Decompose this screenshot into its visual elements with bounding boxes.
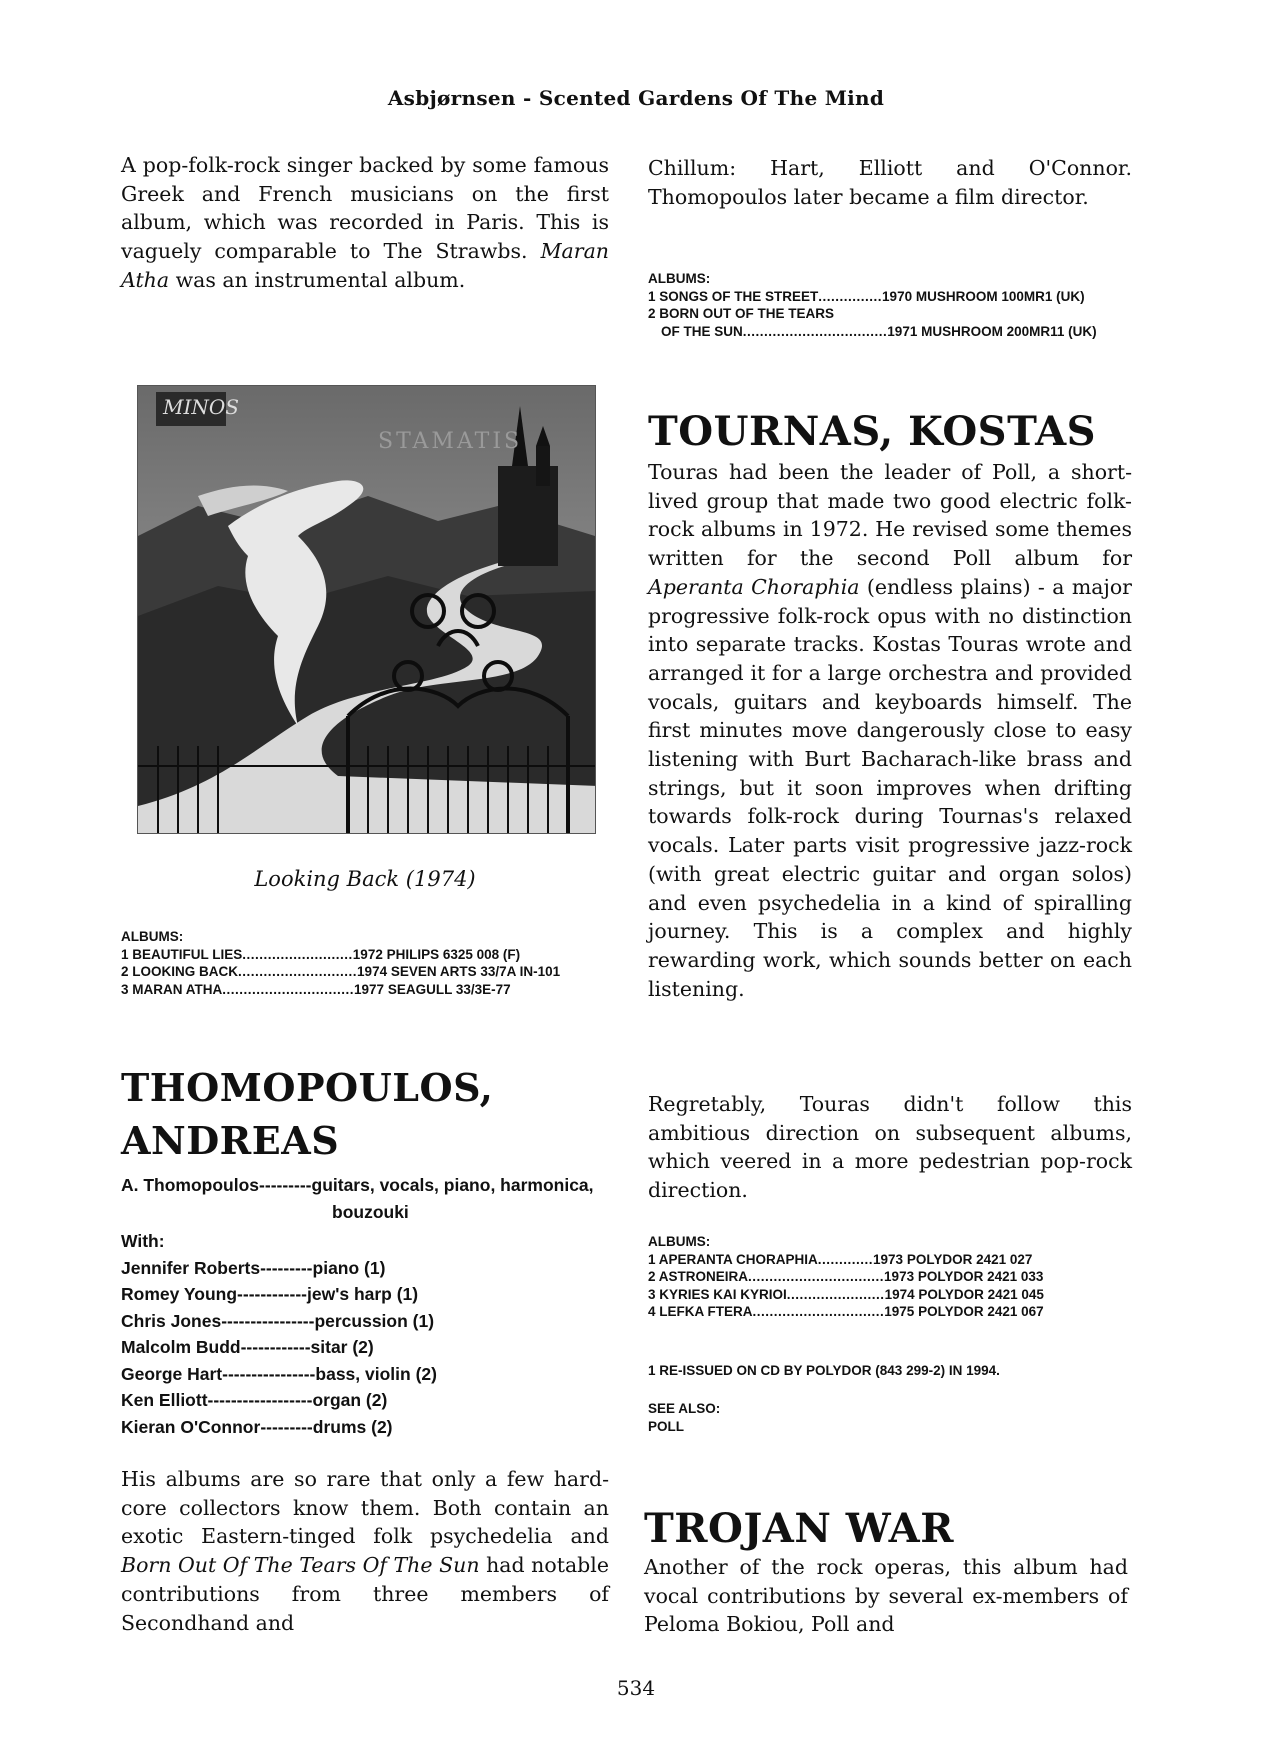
lineup-lead bbox=[121, 1172, 609, 1225]
album-row: OF THE SUN..................................1971 MUSHROOM 200MR11 (UK) bbox=[661, 323, 1097, 339]
album-row: 1 SONGS OF THE STREET...............1970 MUSHROOM 100MR1 (UK) bbox=[648, 288, 1085, 304]
see-also bbox=[648, 1400, 1132, 1436]
page-number: 534 bbox=[616, 1676, 656, 1700]
album-row: 2 BORN OUT OF THE TEARS bbox=[648, 306, 835, 321]
tournas-paragraph-2: Regretably, Touras didn't follow this ambitious direction on subsequent albums, which veered in a more pedestrian pop-rock direction. bbox=[648, 1092, 1132, 1203]
thomopoulos-paragraph: His albums are so rare that only a few hard-core collectors know them. Both contain an exotic Eastern-tinged folk psychedelia and Born Out Of The Tears Of The Sun had notable contributions from three members of Secondhand and bbox=[121, 1467, 609, 1635]
lineup-row-lead: A. Thomopoulos---------guitars, vocals, piano, harmonica, bbox=[121, 1175, 594, 1195]
section-heading-thomopoulos: THOMOPOULOS, bbox=[121, 1065, 494, 1110]
see-also-label: SEE ALSO: bbox=[648, 1401, 721, 1416]
intro-text-b: was an instrumental album. bbox=[169, 267, 466, 292]
see-also-value: POLL bbox=[648, 1419, 684, 1434]
album-cover-image bbox=[137, 385, 596, 834]
running-head: Asbjørnsen - Scented Gardens Of The Mind bbox=[387, 86, 885, 110]
intro-paragraph bbox=[121, 151, 609, 295]
albums-header: ALBUMS: bbox=[648, 271, 711, 286]
albums-list-thomopoulos bbox=[648, 270, 1132, 340]
lineup-row: Malcolm Budd------------sitar (2) bbox=[121, 1337, 374, 1357]
lineup-row: Chris Jones----------------percussion (1) bbox=[121, 1310, 435, 1331]
intro-album-title: Maran Atha bbox=[121, 239, 609, 292]
with-label: With: bbox=[121, 1231, 165, 1251]
lineup-row: George Hart----------------bass, violin (2) bbox=[121, 1363, 437, 1384]
cover-title-text: STAMATIS bbox=[378, 429, 523, 454]
album-row: 3 KYRIES KAI KYRIOI.......................1974 POLYDOR 2421 045 bbox=[648, 1286, 1044, 1302]
album-row: 3 MARAN ATHA...............................1977 SEAGULL 33/3E-77 bbox=[121, 981, 511, 997]
trojan-war-paragraph: Another of the rock operas, this album had vocal contributions by several ex-members of Peloma Bokiou, Poll and bbox=[644, 1555, 1128, 1637]
section-heading-tournas: TOURNAS, KOSTAS bbox=[648, 408, 1097, 455]
album-title-italic: Aperanta Choraphia bbox=[648, 574, 860, 599]
section-heading-andreas: ANDREAS bbox=[121, 1118, 340, 1163]
reissue-note: 1 RE-ISSUED ON CD BY POLYDOR (843 299-2) IN 1994. bbox=[648, 1363, 1000, 1378]
intro-text-a: A pop-folk-rock singer backed by some famous Greek and French musicians on the first album, which was recorded in Paris. This is vaguely comparable to The Strawbs. bbox=[121, 153, 609, 264]
album-row: 4 LEFKA FTERA...............................1975 POLYDOR 2421 067 bbox=[648, 1304, 1044, 1319]
album-cover-art bbox=[138, 386, 595, 833]
album-title-italic: Born Out Of The Tears Of The Sun bbox=[121, 1553, 480, 1578]
lineup-row: Kieran O'Connor---------drums (2) bbox=[121, 1416, 393, 1437]
svg-text:MINOS: MINOS bbox=[163, 395, 239, 419]
lineup-with bbox=[121, 1228, 609, 1440]
lineup-row: Romey Young------------jew's harp (1) bbox=[121, 1284, 419, 1304]
lineup-row: Ken Elliott------------------organ (2) bbox=[121, 1390, 388, 1410]
album-row: 2 ASTRONEIRA................................1973 POLYDOR 2421 033 bbox=[648, 1269, 1044, 1284]
tournas-paragraph: Touras had been the leader of Poll, a short-lived group that made two good electric folk-rock albums in 1972. He revised some themes written for the second Poll album for Aperanta Choraphia (endless plains) - a major progressive folk-rock opus with no distinction into separate tracks. Kostas Touras wrote and arranged it for a large orchestra and provided vocals, guitars and keyboards himself. The first minutes move dangerously close to easy listening with Burt Bacharach-like brass and strings, but it soon improves when drifting towards folk-rock during Tournas's relaxed vocals. Later parts visit progressive jazz-rock (with great electric guitar and organ solos) and even psychedelia in a kind of spiralling journey. This is a complex and highly rewarding work, which sounds better on each listening. bbox=[648, 460, 1132, 1001]
albums-list-stamatis bbox=[121, 928, 609, 998]
album-row: 1 APERANTA CHORAPHIA.............1973 POLYDOR 2421 027 bbox=[648, 1251, 1033, 1267]
lineup-row: Jennifer Roberts---------piano (1) bbox=[121, 1257, 386, 1278]
lineup-row-lead-cont: bouzouki bbox=[332, 1201, 409, 1222]
cover-caption: Looking Back (1974) bbox=[254, 867, 476, 891]
album-row: 1 BEAUTIFUL LIES..........................1972 PHILIPS 6325 008 (F) bbox=[121, 946, 521, 962]
section-heading-trojan-war: TROJAN WAR bbox=[644, 1505, 954, 1552]
albums-header: ALBUMS: bbox=[648, 1234, 711, 1249]
album-row: 2 LOOKING BACK............................1974 SEVEN ARTS 33/7A IN-101 bbox=[121, 964, 561, 979]
chillum-paragraph: Chillum: Hart, Elliott and O'Connor. Thomopoulos later became a film director. bbox=[648, 156, 1132, 209]
albums-list-tournas bbox=[648, 1233, 1132, 1321]
albums-header: ALBUMS: bbox=[121, 929, 184, 944]
